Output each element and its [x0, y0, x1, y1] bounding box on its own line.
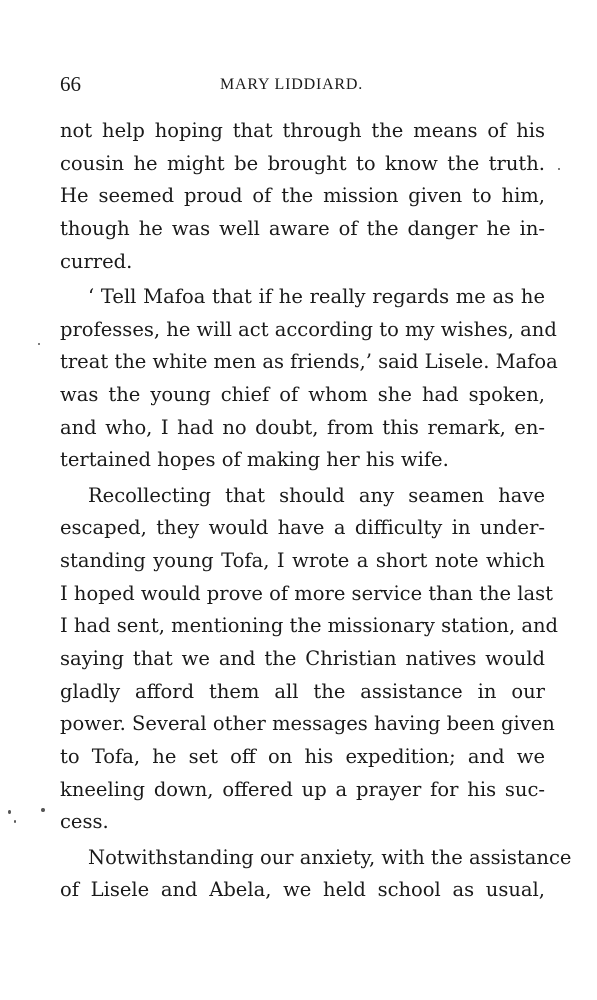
running-head: MARY LIDDIARD.	[220, 76, 364, 93]
text-line: to Tofa, he set off on his expedition; and we	[60, 745, 545, 769]
page-header	[60, 72, 545, 100]
paper-speck	[38, 343, 40, 345]
text-line: though he was well aware of the danger he in-	[60, 217, 545, 241]
text-line: I hoped would prove of more service than the last	[60, 581, 553, 605]
page-number: 66	[60, 72, 81, 96]
text-line: power. Several other messages having been given	[60, 712, 555, 736]
text-line: treat the white men as friends,’ said Lisele. Mafoa	[60, 350, 558, 374]
text-line: and who, I had no doubt, from this remark, en-	[60, 415, 545, 439]
text-line: tertained hopes of making her his wife.	[60, 448, 449, 472]
text-line: I had sent, mentioning the missionary station, and	[60, 614, 559, 638]
text-line: standing young Tofa, I wrote a short note which	[60, 548, 545, 572]
text-line: cess.	[60, 810, 109, 834]
text-line: cousin he might be brought to know the truth.	[60, 151, 545, 175]
body-text	[60, 115, 572, 907]
paragraph	[60, 480, 559, 840]
text-line: Notwithstanding our anxiety, with the assistance	[88, 845, 572, 869]
paragraph	[60, 115, 545, 278]
paper-speck	[41, 808, 45, 812]
paper-speck	[8, 810, 11, 814]
text-line: gladly afford them all the assistance in our	[60, 679, 545, 703]
paper-speck	[558, 168, 560, 170]
text-line: ‘ Tell Mafoa that if he really regards me as he	[88, 284, 545, 308]
paper-speck	[14, 820, 16, 823]
text-line: was the young chief of whom she had spoken,	[60, 383, 545, 406]
text-line: not help hoping that through the means of his	[60, 119, 545, 142]
text-line: of Lisele and Abela, we held school as usual,	[60, 878, 545, 902]
text-line: saying that we and the Christian natives would	[60, 647, 545, 670]
text-line: professes, he will act according to my wishes, and	[60, 317, 557, 341]
text-line: He seemed proud of the mission given to him,	[60, 184, 545, 208]
text-line: kneeling down, offered up a prayer for his suc-	[60, 777, 545, 801]
paragraph	[60, 842, 572, 907]
text-line: escaped, they would have a difficulty in under-	[60, 516, 545, 540]
text-line: curred.	[60, 249, 133, 273]
text-line: Recollecting that should any seamen have	[88, 483, 545, 507]
paragraph	[60, 281, 558, 477]
